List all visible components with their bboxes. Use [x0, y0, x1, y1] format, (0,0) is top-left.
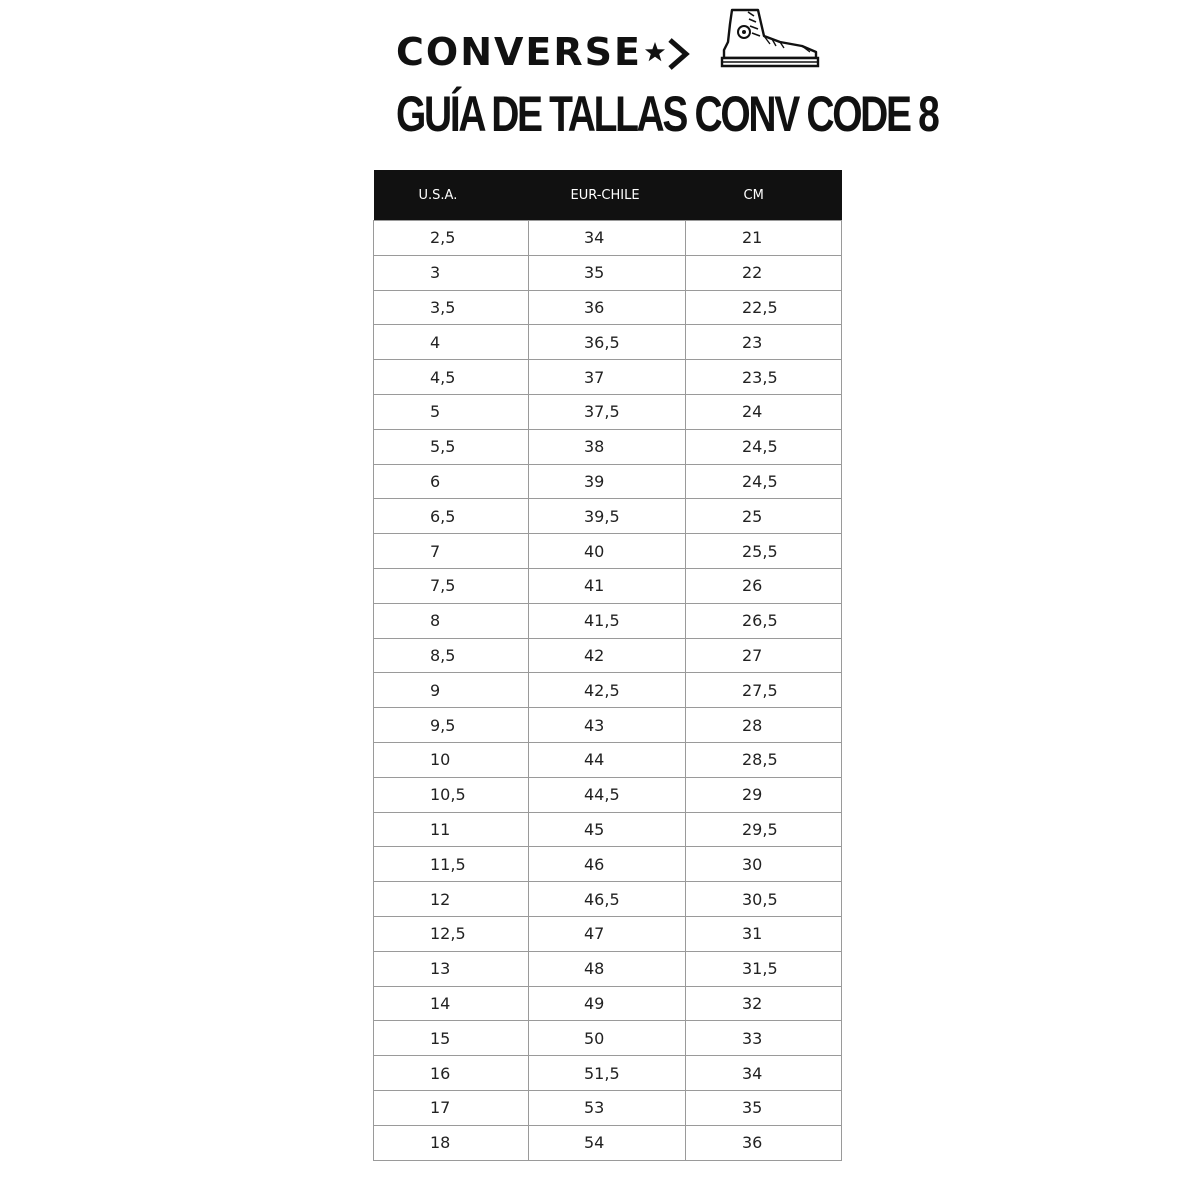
eur-chile-size-cell: 34: [529, 221, 686, 256]
converse-star-chevron-icon: [644, 34, 690, 74]
cm-size-cell: 28: [686, 708, 842, 743]
eur-chile-size-cell: 36,5: [529, 325, 686, 360]
usa-size-cell: 13: [374, 951, 529, 986]
usa-size-cell: 8: [374, 603, 529, 638]
column-header-eur-chile: EUR-CHILE: [529, 170, 686, 221]
cm-size-cell: 27,5: [686, 673, 842, 708]
usa-size-cell: 4: [374, 325, 529, 360]
eur-chile-size-cell: 42,5: [529, 673, 686, 708]
cm-size-cell: 26: [686, 568, 842, 603]
table-row: [374, 812, 842, 847]
eur-chile-size-cell: 38: [529, 429, 686, 464]
usa-size-cell: 6,5: [374, 499, 529, 534]
cm-size-cell: 21: [686, 221, 842, 256]
usa-size-cell: 14: [374, 986, 529, 1021]
usa-size-cell: 5,5: [374, 429, 529, 464]
table-row: [374, 986, 842, 1021]
table-row: [374, 429, 842, 464]
eur-chile-size-cell: 48: [529, 951, 686, 986]
eur-chile-size-cell: 40: [529, 534, 686, 569]
table-row: [374, 360, 842, 395]
usa-size-cell: 4,5: [374, 360, 529, 395]
cm-size-cell: 26,5: [686, 603, 842, 638]
usa-size-cell: 9,5: [374, 708, 529, 743]
cm-size-cell: 33: [686, 1021, 842, 1056]
usa-size-cell: 11,5: [374, 847, 529, 882]
usa-size-cell: 16: [374, 1056, 529, 1091]
table-row: [374, 1056, 842, 1091]
usa-size-cell: 5: [374, 394, 529, 429]
table-row: [374, 777, 842, 812]
size-guide-table: [373, 170, 842, 1161]
eur-chile-size-cell: 51,5: [529, 1056, 686, 1091]
usa-size-cell: 11: [374, 812, 529, 847]
usa-size-cell: 7: [374, 534, 529, 569]
eur-chile-size-cell: 39: [529, 464, 686, 499]
table-row: [374, 325, 842, 360]
table-row: [374, 916, 842, 951]
eur-chile-size-cell: 44: [529, 742, 686, 777]
table-row: [374, 290, 842, 325]
table-header: [374, 170, 842, 221]
table-row: [374, 673, 842, 708]
table-row: [374, 464, 842, 499]
table-row: [374, 951, 842, 986]
cm-size-cell: 24,5: [686, 429, 842, 464]
cm-size-cell: 23,5: [686, 360, 842, 395]
cm-size-cell: 22: [686, 255, 842, 290]
high-top-sneaker-icon: [718, 6, 822, 72]
eur-chile-size-cell: 36: [529, 290, 686, 325]
usa-size-cell: 12,5: [374, 916, 529, 951]
cm-size-cell: 31: [686, 916, 842, 951]
table-row: [374, 221, 842, 256]
column-header-cm: CM: [686, 170, 842, 221]
table-row: [374, 742, 842, 777]
cm-size-cell: 29,5: [686, 812, 842, 847]
eur-chile-size-cell: 37,5: [529, 394, 686, 429]
eur-chile-size-cell: 42: [529, 638, 686, 673]
cm-size-cell: 24,5: [686, 464, 842, 499]
cm-size-cell: 36: [686, 1125, 842, 1160]
eur-chile-size-cell: 50: [529, 1021, 686, 1056]
usa-size-cell: 6: [374, 464, 529, 499]
table-row: [374, 534, 842, 569]
eur-chile-size-cell: 47: [529, 916, 686, 951]
usa-size-cell: 3: [374, 255, 529, 290]
eur-chile-size-cell: 46: [529, 847, 686, 882]
table-row: [374, 708, 842, 743]
eur-chile-size-cell: 44,5: [529, 777, 686, 812]
table-row: [374, 394, 842, 429]
cm-size-cell: 30,5: [686, 882, 842, 917]
eur-chile-size-cell: 53: [529, 1090, 686, 1125]
cm-size-cell: 24: [686, 394, 842, 429]
usa-size-cell: 7,5: [374, 568, 529, 603]
eur-chile-size-cell: 54: [529, 1125, 686, 1160]
table-row: [374, 882, 842, 917]
usa-size-cell: 10: [374, 742, 529, 777]
cm-size-cell: 23: [686, 325, 842, 360]
usa-size-cell: 18: [374, 1125, 529, 1160]
table-row: [374, 255, 842, 290]
eur-chile-size-cell: 37: [529, 360, 686, 395]
cm-size-cell: 29: [686, 777, 842, 812]
eur-chile-size-cell: 41: [529, 568, 686, 603]
usa-size-cell: 3,5: [374, 290, 529, 325]
table-row: [374, 1125, 842, 1160]
brand-header: [396, 4, 826, 84]
table-row: [374, 1090, 842, 1125]
usa-size-cell: 15: [374, 1021, 529, 1056]
usa-size-cell: 12: [374, 882, 529, 917]
usa-size-cell: 10,5: [374, 777, 529, 812]
usa-size-cell: 2,5: [374, 221, 529, 256]
table-row: [374, 1021, 842, 1056]
cm-size-cell: 34: [686, 1056, 842, 1091]
cm-size-cell: 22,5: [686, 290, 842, 325]
usa-size-cell: 8,5: [374, 638, 529, 673]
cm-size-cell: 31,5: [686, 951, 842, 986]
cm-size-cell: 28,5: [686, 742, 842, 777]
table-row: [374, 603, 842, 638]
eur-chile-size-cell: 46,5: [529, 882, 686, 917]
table-row: [374, 847, 842, 882]
eur-chile-size-cell: 45: [529, 812, 686, 847]
cm-size-cell: 35: [686, 1090, 842, 1125]
cm-size-cell: 25,5: [686, 534, 842, 569]
table-row: [374, 499, 842, 534]
eur-chile-size-cell: 41,5: [529, 603, 686, 638]
cm-size-cell: 27: [686, 638, 842, 673]
eur-chile-size-cell: 49: [529, 986, 686, 1021]
cm-size-cell: 30: [686, 847, 842, 882]
usa-size-cell: 17: [374, 1090, 529, 1125]
cm-size-cell: 25: [686, 499, 842, 534]
cm-size-cell: 32: [686, 986, 842, 1021]
column-header-usa: U.S.A.: [374, 170, 529, 221]
table-row: [374, 568, 842, 603]
converse-wordmark: CONVERSE: [396, 30, 642, 74]
page-title: GUÍA DE TALLAS CONV CODE 8: [396, 86, 938, 142]
eur-chile-size-cell: 39,5: [529, 499, 686, 534]
eur-chile-size-cell: 43: [529, 708, 686, 743]
table-body: [374, 221, 842, 1161]
usa-size-cell: 9: [374, 673, 529, 708]
table-row: [374, 638, 842, 673]
eur-chile-size-cell: 35: [529, 255, 686, 290]
